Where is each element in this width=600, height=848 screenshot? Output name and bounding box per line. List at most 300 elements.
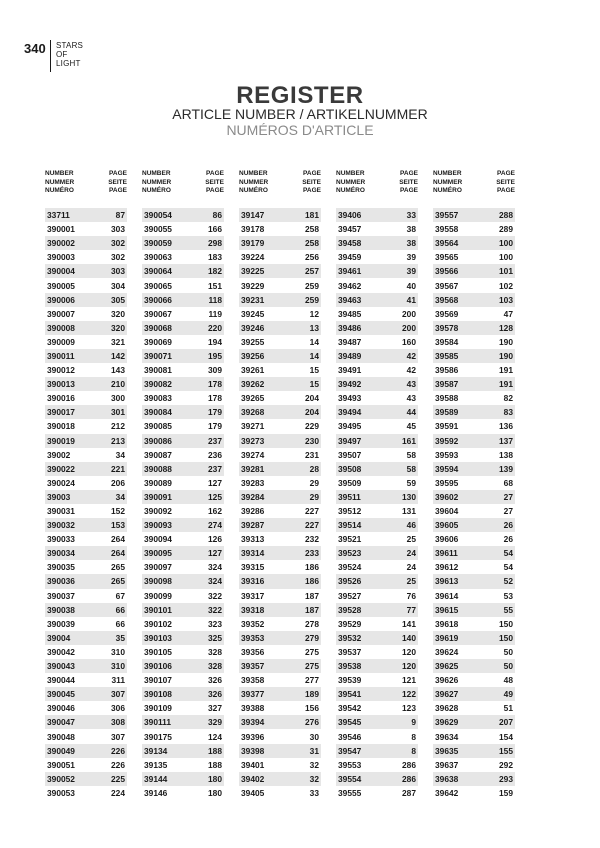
article-number: 39538 bbox=[338, 661, 362, 672]
page-ref: 8 bbox=[411, 745, 416, 756]
article-number: 39246 bbox=[241, 322, 265, 333]
table-row bbox=[45, 434, 127, 448]
table-row bbox=[142, 419, 224, 433]
header-text: PAGE bbox=[497, 187, 515, 194]
table-row bbox=[45, 603, 127, 617]
table-row bbox=[336, 462, 418, 476]
table-row bbox=[45, 335, 127, 349]
article-number: 39642 bbox=[435, 787, 459, 798]
table-row bbox=[45, 574, 127, 588]
table-row bbox=[433, 335, 515, 349]
table-row bbox=[433, 405, 515, 419]
article-number: 390105 bbox=[144, 646, 172, 657]
page-ref: 287 bbox=[402, 787, 416, 798]
page-ref: 43 bbox=[406, 379, 416, 390]
article-number: 39541 bbox=[338, 689, 362, 700]
header-text: NUMÉRO bbox=[45, 187, 74, 194]
article-number: 39486 bbox=[338, 322, 362, 333]
article-number: 390071 bbox=[144, 350, 172, 361]
table-row bbox=[45, 419, 127, 433]
table-row bbox=[142, 208, 224, 222]
page-ref: 66 bbox=[115, 618, 125, 629]
header-text: NUMMER bbox=[336, 178, 366, 186]
page-ref: 150 bbox=[499, 632, 513, 643]
article-number: 39626 bbox=[435, 675, 459, 686]
brand-label bbox=[56, 41, 83, 68]
table-row bbox=[239, 222, 321, 236]
page-ref: 179 bbox=[208, 421, 222, 432]
table-row bbox=[45, 701, 127, 715]
table-row bbox=[142, 405, 224, 419]
page-ref: 237 bbox=[208, 463, 222, 474]
page-ref: 44 bbox=[406, 407, 416, 418]
page-ref: 326 bbox=[208, 689, 222, 700]
article-number: 390047 bbox=[47, 717, 75, 728]
page-ref: 34 bbox=[115, 491, 125, 502]
page-ref: 231 bbox=[305, 449, 319, 460]
page-ref: 178 bbox=[208, 379, 222, 390]
table-row bbox=[142, 264, 224, 278]
article-number: 39611 bbox=[435, 548, 458, 559]
table-row bbox=[142, 490, 224, 504]
table-row bbox=[336, 687, 418, 701]
article-number: 390051 bbox=[47, 759, 75, 770]
table-row bbox=[239, 208, 321, 222]
table-row bbox=[45, 222, 127, 236]
page-ref: 275 bbox=[305, 646, 319, 657]
page-ref: 77 bbox=[406, 604, 416, 615]
page-ref: 83 bbox=[503, 407, 513, 418]
article-number: 39528 bbox=[338, 604, 362, 615]
page-ref: 141 bbox=[402, 618, 416, 629]
table-row bbox=[239, 560, 321, 574]
table-row bbox=[336, 321, 418, 335]
page-ref: 212 bbox=[111, 421, 125, 432]
page-ref: 27 bbox=[503, 506, 513, 517]
table-row bbox=[239, 448, 321, 462]
page-ref: 264 bbox=[111, 548, 125, 559]
article-number: 390068 bbox=[144, 322, 172, 333]
article-number: 39542 bbox=[338, 703, 362, 714]
table-row bbox=[433, 307, 515, 321]
table-row bbox=[45, 236, 127, 250]
table-row bbox=[45, 250, 127, 264]
table-row bbox=[433, 772, 515, 786]
article-number: 390016 bbox=[47, 393, 75, 404]
article-number: 39271 bbox=[241, 421, 265, 432]
page-number: 340 bbox=[24, 41, 46, 56]
page-ref: 324 bbox=[208, 576, 222, 587]
table-row bbox=[142, 574, 224, 588]
table-row bbox=[433, 532, 515, 546]
page-ref: 124 bbox=[208, 731, 222, 742]
article-number: 39457 bbox=[338, 224, 362, 235]
table-row bbox=[239, 377, 321, 391]
table-row bbox=[336, 603, 418, 617]
page-ref: 42 bbox=[406, 350, 416, 361]
article-number: 390048 bbox=[47, 731, 75, 742]
table-row bbox=[142, 434, 224, 448]
article-number: 39565 bbox=[435, 252, 459, 263]
article-number: 39507 bbox=[338, 449, 362, 460]
table-row bbox=[45, 405, 127, 419]
article-number: 390063 bbox=[144, 252, 172, 263]
page-ref: 190 bbox=[499, 350, 513, 361]
article-number: 390098 bbox=[144, 576, 172, 587]
article-number: 39487 bbox=[338, 336, 362, 347]
table-row bbox=[239, 335, 321, 349]
table-row bbox=[239, 715, 321, 729]
table-row bbox=[433, 490, 515, 504]
table-row bbox=[433, 744, 515, 758]
page-ref: 305 bbox=[111, 294, 125, 305]
table-row bbox=[433, 729, 515, 743]
article-number: 39396 bbox=[241, 731, 265, 742]
article-number: 39557 bbox=[435, 210, 459, 221]
article-number: 390046 bbox=[47, 703, 75, 714]
page-ref: 27 bbox=[503, 491, 513, 502]
page-ref: 187 bbox=[305, 604, 319, 615]
table-row bbox=[433, 786, 515, 800]
article-number: 390002 bbox=[47, 238, 75, 249]
article-number: 390087 bbox=[144, 449, 172, 460]
page-ref: 142 bbox=[111, 350, 125, 361]
table-row bbox=[433, 377, 515, 391]
table-row bbox=[336, 744, 418, 758]
table-row bbox=[142, 518, 224, 532]
article-number: 39405 bbox=[241, 787, 265, 798]
table-row bbox=[336, 546, 418, 560]
table-row bbox=[239, 476, 321, 490]
table-row bbox=[433, 518, 515, 532]
table-row bbox=[142, 363, 224, 377]
table-row bbox=[239, 687, 321, 701]
table-row bbox=[336, 659, 418, 673]
article-number: 390022 bbox=[47, 463, 75, 474]
article-number: 390036 bbox=[47, 576, 75, 587]
article-number: 39489 bbox=[338, 350, 362, 361]
table-row bbox=[239, 462, 321, 476]
page-ref: 29 bbox=[309, 491, 319, 502]
page-ref: 200 bbox=[402, 308, 416, 319]
article-number: 390049 bbox=[47, 745, 75, 756]
table-row bbox=[142, 729, 224, 743]
page-ref: 308 bbox=[111, 717, 125, 728]
table-row bbox=[336, 560, 418, 574]
page-ref: 26 bbox=[503, 534, 513, 545]
table-row bbox=[433, 758, 515, 772]
page-ref: 100 bbox=[499, 238, 513, 249]
table-row bbox=[239, 363, 321, 377]
article-number: 390005 bbox=[47, 280, 75, 291]
table-row bbox=[433, 264, 515, 278]
page-ref: 136 bbox=[499, 421, 513, 432]
article-number: 39353 bbox=[241, 632, 265, 643]
page-ref: 304 bbox=[111, 280, 125, 291]
header-number-label bbox=[239, 170, 268, 198]
page-ref: 230 bbox=[305, 435, 319, 446]
page-ref: 39 bbox=[406, 252, 416, 263]
page-ref: 227 bbox=[305, 520, 319, 531]
page-ref: 188 bbox=[208, 759, 222, 770]
page-ref: 25 bbox=[406, 534, 416, 545]
article-number: 39555 bbox=[338, 787, 362, 798]
page-ref: 120 bbox=[402, 646, 416, 657]
table-row bbox=[433, 222, 515, 236]
table-row bbox=[239, 236, 321, 250]
article-number: 390035 bbox=[47, 562, 75, 573]
table-row bbox=[45, 617, 127, 631]
table-row bbox=[45, 476, 127, 490]
article-number: 390097 bbox=[144, 562, 172, 573]
page-ref: 159 bbox=[499, 787, 513, 798]
page-ref: 320 bbox=[111, 308, 125, 319]
table-row bbox=[239, 504, 321, 518]
page-ref: 221 bbox=[111, 463, 125, 474]
article-number: 39287 bbox=[241, 520, 265, 531]
article-number: 39527 bbox=[338, 590, 362, 601]
header-text: NUMMER bbox=[142, 178, 172, 186]
table-row bbox=[239, 574, 321, 588]
table-row bbox=[433, 236, 515, 250]
article-number: 390099 bbox=[144, 590, 172, 601]
article-number: 39523 bbox=[338, 548, 362, 559]
table-row bbox=[142, 631, 224, 645]
table-row bbox=[239, 321, 321, 335]
table-row bbox=[45, 715, 127, 729]
header-text: PAGE bbox=[497, 170, 515, 177]
page-ref: 195 bbox=[208, 350, 222, 361]
page-ref: 50 bbox=[503, 661, 513, 672]
table-row bbox=[239, 264, 321, 278]
article-number: 390037 bbox=[47, 590, 75, 601]
table-row bbox=[336, 673, 418, 687]
header-text: NUMBER bbox=[433, 170, 462, 177]
article-number: 39635 bbox=[435, 745, 459, 756]
header-text: SEITE bbox=[302, 178, 321, 186]
article-number: 39587 bbox=[435, 379, 459, 390]
article-number: 390083 bbox=[144, 393, 172, 404]
page-ref: 33 bbox=[309, 787, 319, 798]
page-ref: 32 bbox=[309, 773, 319, 784]
table-row bbox=[239, 391, 321, 405]
article-number: 39606 bbox=[435, 534, 459, 545]
article-number: 39494 bbox=[338, 407, 362, 418]
table-row bbox=[45, 772, 127, 786]
page-ref: 229 bbox=[305, 421, 319, 432]
article-number: 39566 bbox=[435, 266, 459, 277]
page-ref: 276 bbox=[305, 717, 319, 728]
page-title: REGISTER bbox=[236, 82, 364, 109]
table-row bbox=[336, 419, 418, 433]
article-number: 390101 bbox=[144, 604, 172, 615]
article-number: 39568 bbox=[435, 294, 459, 305]
page-ref: 302 bbox=[111, 238, 125, 249]
article-number: 39256 bbox=[241, 350, 265, 361]
page-ref: 151 bbox=[208, 280, 222, 291]
article-number: 39619 bbox=[435, 632, 459, 643]
page-ref: 153 bbox=[111, 520, 125, 531]
table-row bbox=[45, 744, 127, 758]
page-ref: 127 bbox=[208, 477, 222, 488]
table-row bbox=[142, 349, 224, 363]
article-number: 390084 bbox=[144, 407, 172, 418]
page-ref: 102 bbox=[499, 280, 513, 291]
article-number: 39495 bbox=[338, 421, 362, 432]
table-row bbox=[239, 603, 321, 617]
page-ref: 274 bbox=[208, 520, 222, 531]
column-header bbox=[239, 170, 321, 198]
article-number: 390017 bbox=[47, 407, 75, 418]
article-number: 390007 bbox=[47, 308, 75, 319]
table-row bbox=[336, 293, 418, 307]
page-ref: 38 bbox=[406, 224, 416, 235]
table-row bbox=[433, 589, 515, 603]
header-page-label bbox=[399, 170, 418, 198]
article-number: 390109 bbox=[144, 703, 172, 714]
page-ref: 101 bbox=[499, 266, 513, 277]
header-text: NUMBER bbox=[336, 170, 365, 177]
table-row bbox=[433, 208, 515, 222]
page-ref: 225 bbox=[111, 773, 125, 784]
header-divider bbox=[50, 40, 51, 72]
table-row bbox=[433, 701, 515, 715]
article-number: 390106 bbox=[144, 661, 172, 672]
table-row bbox=[45, 532, 127, 546]
page-ref: 328 bbox=[208, 661, 222, 672]
column-header bbox=[142, 170, 224, 198]
page-ref: 52 bbox=[503, 576, 513, 587]
table-row bbox=[433, 645, 515, 659]
page-ref: 210 bbox=[111, 379, 125, 390]
article-number: 39605 bbox=[435, 520, 459, 531]
article-number: 39357 bbox=[241, 661, 265, 672]
article-number: 39286 bbox=[241, 506, 265, 517]
header-page-label bbox=[302, 170, 321, 198]
header-text: NUMÉRO bbox=[142, 187, 171, 194]
page-ref: 188 bbox=[208, 745, 222, 756]
table-row bbox=[239, 434, 321, 448]
page-ref: 327 bbox=[208, 703, 222, 714]
article-number: 390044 bbox=[47, 675, 75, 686]
article-number: 390039 bbox=[47, 618, 75, 629]
page-ref: 55 bbox=[503, 604, 513, 615]
article-number: 39612 bbox=[435, 562, 459, 573]
article-number: 39314 bbox=[241, 548, 265, 559]
table-row bbox=[239, 419, 321, 433]
article-number: 39144 bbox=[144, 773, 168, 784]
header-text: NUMÉRO bbox=[336, 187, 365, 194]
table-row bbox=[239, 701, 321, 715]
table-row bbox=[336, 715, 418, 729]
page-ref: 54 bbox=[503, 562, 513, 573]
page-subtitle: ARTICLE NUMBER / ARTIKELNUMMER bbox=[172, 106, 428, 122]
article-number: 39546 bbox=[338, 731, 362, 742]
article-number: 390001 bbox=[47, 224, 75, 235]
article-number: 390003 bbox=[47, 252, 75, 263]
page-ref: 194 bbox=[208, 336, 222, 347]
article-number: 39569 bbox=[435, 308, 459, 319]
table-row bbox=[45, 349, 127, 363]
page-ref: 286 bbox=[402, 759, 416, 770]
page-ref: 131 bbox=[402, 506, 416, 517]
page-ref: 322 bbox=[208, 604, 222, 615]
article-number: 39604 bbox=[435, 506, 459, 517]
page-ref: 143 bbox=[111, 365, 125, 376]
page-ref: 35 bbox=[115, 632, 125, 643]
table-row bbox=[142, 546, 224, 560]
article-number: 390052 bbox=[47, 773, 75, 784]
table-row bbox=[142, 560, 224, 574]
table-row bbox=[336, 405, 418, 419]
table-row bbox=[45, 645, 127, 659]
page-ref: 328 bbox=[208, 646, 222, 657]
article-number: 39463 bbox=[338, 294, 362, 305]
header-text: NUMBER bbox=[142, 170, 171, 177]
article-number: 39358 bbox=[241, 675, 265, 686]
page-ref: 58 bbox=[406, 449, 416, 460]
header-text: PAGE bbox=[206, 187, 224, 194]
article-number: 39402 bbox=[241, 773, 265, 784]
page-ref: 220 bbox=[208, 322, 222, 333]
page-ref: 326 bbox=[208, 675, 222, 686]
header-page-label bbox=[205, 170, 224, 198]
header-text: SEITE bbox=[205, 178, 224, 186]
table-row bbox=[142, 293, 224, 307]
article-number: 390081 bbox=[144, 365, 172, 376]
article-number: 39537 bbox=[338, 646, 362, 657]
header-text: SEITE bbox=[108, 178, 127, 186]
page-ref: 152 bbox=[111, 506, 125, 517]
page-ref: 232 bbox=[305, 534, 319, 545]
table-row bbox=[433, 278, 515, 292]
page-ref: 15 bbox=[309, 379, 319, 390]
article-number: 39493 bbox=[338, 393, 362, 404]
article-number: 39539 bbox=[338, 675, 362, 686]
article-number: 39625 bbox=[435, 661, 459, 672]
table-row bbox=[336, 758, 418, 772]
article-number: 39585 bbox=[435, 350, 459, 361]
page-ref: 50 bbox=[503, 646, 513, 657]
page-ref: 329 bbox=[208, 717, 222, 728]
table-row bbox=[142, 744, 224, 758]
page-ref: 47 bbox=[503, 308, 513, 319]
article-number: 39584 bbox=[435, 336, 459, 347]
article-number: 39462 bbox=[338, 280, 362, 291]
article-number: 39245 bbox=[241, 308, 265, 319]
table-row bbox=[45, 293, 127, 307]
table-row bbox=[142, 476, 224, 490]
article-number: 39134 bbox=[144, 745, 168, 756]
article-number: 39634 bbox=[435, 731, 459, 742]
table-row bbox=[142, 250, 224, 264]
header-text: NUMMER bbox=[433, 178, 463, 186]
column-header bbox=[45, 170, 127, 198]
table-row bbox=[142, 659, 224, 673]
table-row bbox=[336, 307, 418, 321]
table-row bbox=[336, 645, 418, 659]
page-ref: 120 bbox=[402, 661, 416, 672]
table-row bbox=[336, 772, 418, 786]
article-number: 39388 bbox=[241, 703, 265, 714]
article-number: 39283 bbox=[241, 477, 265, 488]
page-ref: 103 bbox=[499, 294, 513, 305]
register-column bbox=[45, 170, 127, 800]
table-row bbox=[433, 546, 515, 560]
article-number: 39225 bbox=[241, 266, 265, 277]
page-ref: 119 bbox=[208, 308, 222, 319]
page-ref: 311 bbox=[111, 675, 125, 686]
